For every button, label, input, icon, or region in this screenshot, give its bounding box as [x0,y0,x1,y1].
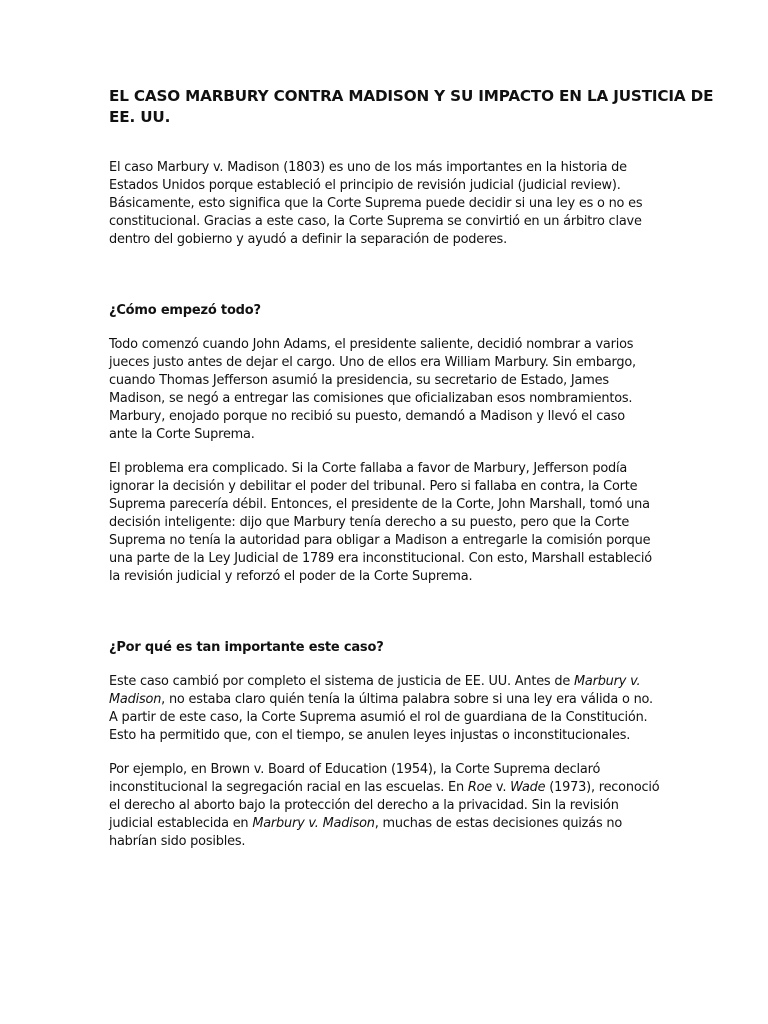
text-line: Por ejemplo, en Brown v. Board of Education (1954), la Corte Suprema declaró [109,762,601,777]
text-line: el derecho al aborto bajo la protección del derecho a la privacidad. Sin la revisión [109,798,619,813]
intro-paragraph [109,159,661,249]
text-line: una parte de la Ley Judicial de 1789 era inconstitucional. Con esto, Marshall estableció [109,551,652,566]
text-line: constitucional. Gracias a este caso, la Corte Suprema se convirtió en un árbitro clave [109,214,642,229]
text-line: El problema era complicado. Si la Corte fallaba a favor de Marbury, Jefferson podía [109,461,628,476]
text-line: Suprema no tenía la autoridad para obligar a Madison a entregarle la comisión porque [109,533,651,548]
body-paragraph [109,336,661,444]
text-line: Madison, no estaba claro quién tenía la última palabra sobre si una ley era válida o no. [109,692,653,707]
text-line: cuando Thomas Jefferson asumió la presidencia, su secretario de Estado, James [109,373,609,388]
text-line: dentro del gobierno y ayudó a definir la separación de poderes. [109,232,507,247]
text-line: la revisión judicial y reforzó el poder de la Corte Suprema. [109,569,473,584]
text-line: inconstitucional la segregación racial en las escuelas. En Roe v. Wade (1973), reconoció [109,780,660,795]
text-line: Marbury, enojado porque no recibió su puesto, demandó a Madison y llevó el caso [109,409,625,424]
text-line: Básicamente, esto significa que la Corte Suprema puede decidir si una ley es o no es [109,196,643,211]
text-line: ignorar la decisión y debilitar el poder del tribunal. Pero si fallaba en contra, la Corte [109,479,638,494]
text-line: Estados Unidos porque estableció el principio de revisión judicial (judicial review). [109,178,621,193]
text-line: judicial establecida en Marbury v. Madison, muchas de estas decisiones quizás no [109,816,623,831]
text-line: decisión inteligente: dijo que Marbury tenía derecho a su puesto, pero que la Corte [109,515,630,530]
text-line: Madison, se negó a entregar las comisiones que oficializaban esos nombramientos. [109,391,633,406]
text-line: habrían sido posibles. [109,834,246,849]
text-line: A partir de este caso, la Corte Suprema asumió el rol de guardiana de la Constitución. [109,710,648,725]
body-paragraph [109,761,661,851]
section-heading: ¿Por qué es tan importante este caso? [109,640,384,655]
body-paragraph [109,673,661,745]
title-line: EE. UU. [109,108,171,126]
text-line: Todo comenzó cuando John Adams, el presidente saliente, decidió nombrar a varios [109,337,634,352]
text-line: ante la Corte Suprema. [109,427,255,442]
text-line: Suprema parecería débil. Entonces, el presidente de la Corte, John Marshall, tomó una [109,497,650,512]
text-line: jueces justo antes de dejar el cargo. Uno de ellos era William Marbury. Sin embargo, [109,355,636,370]
title-line: EL CASO MARBURY CONTRA MADISON Y SU IMPACTO EN LA JUSTICIA DE [109,87,714,105]
text-line: El caso Marbury v. Madison (1803) es uno de los más importantes en la historia de [109,160,627,175]
text-line: Este caso cambió por completo el sistema de justicia de EE. UU. Antes de Marbury v. [109,674,641,689]
body-paragraph [109,460,661,586]
document-page [109,86,714,851]
document-title [109,86,714,128]
section-heading: ¿Cómo empezó todo? [109,303,261,318]
text-line: Esto ha permitido que, con el tiempo, se anulen leyes injustas o inconstitucionales. [109,728,631,743]
